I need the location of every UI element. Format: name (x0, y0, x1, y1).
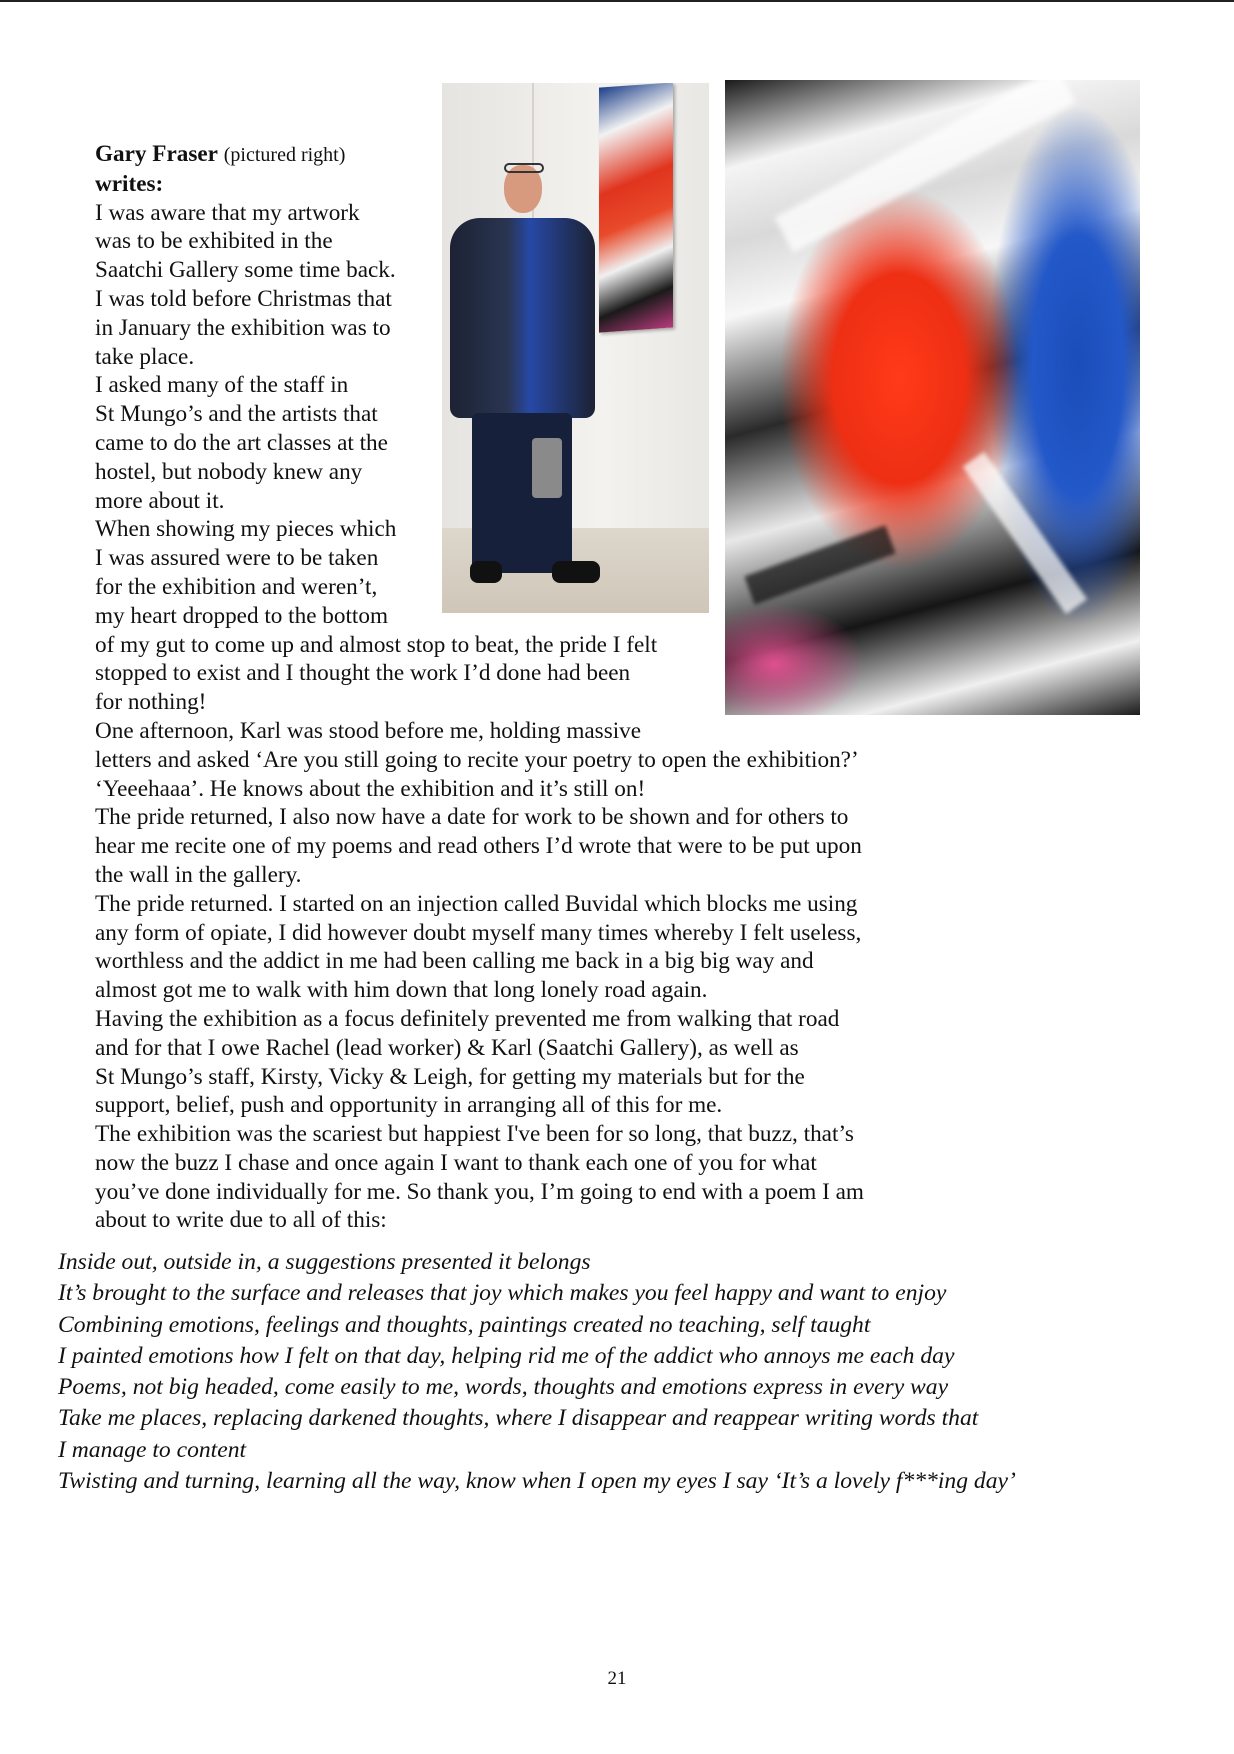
article-line: more about it. (95, 487, 225, 514)
article-line: hear me recite one of my poems and read others I’d wrote that were to be put upon (95, 833, 862, 860)
article-line: in January the exhibition was to (95, 314, 391, 341)
article-line: almost got me to walk with him down that long lonely road again. (95, 977, 708, 1004)
article-line: stopped to exist and I thought the work I’d done had been (95, 660, 631, 687)
article-line: letters and asked ‘Are you still going to recite your poetry to open the exhibition?’ (95, 746, 859, 773)
byline (95, 140, 955, 170)
article-line: One afternoon, Karl was stood before me, holding massive (95, 717, 642, 744)
article-line: I asked many of the staff in (95, 372, 349, 399)
article-line: came to do the art classes at the (95, 429, 388, 456)
article-line: my heart dropped to the bottom (95, 602, 389, 629)
top-rule (0, 0, 1234, 2)
article-line: Having the exhibition as a focus definitely prevented me from walking that road (95, 1005, 840, 1032)
article-line: for nothing! (95, 689, 207, 716)
author-name: Gary Fraser (95, 141, 218, 167)
poem-line: I manage to content (58, 1436, 247, 1463)
article-line: hostel, but nobody knew any (95, 458, 363, 485)
article-line: St Mungo’s staff, Kirsty, Vicky & Leigh, for getting my materials but for the (95, 1063, 805, 1090)
article-line: of my gut to come up and almost stop to beat, the pride I felt (95, 631, 658, 658)
article-line: and for that I owe Rachel (lead worker) & Karl (Saatchi Gallery), as well as (95, 1034, 799, 1061)
article-line: worthless and the addict in me had been calling me back in a big big way and (95, 948, 814, 975)
poem-line: Inside out, outside in, a suggestions presented it belongs (58, 1249, 591, 1275)
article-line: Saatchi Gallery some time back. (95, 257, 396, 284)
poem-line: I painted emotions how I felt on that day, helping rid me of the addict who annoys me each day (58, 1342, 955, 1369)
poem-line: Poems, not big headed, come easily to me, words, thoughts and emotions express in every way (58, 1374, 949, 1401)
paint-streak (963, 452, 1088, 614)
article-line: The pride returned, I also now have a date for work to be shown and for others to (95, 804, 849, 831)
article-line: now the buzz I chase and once again I want to thank each one of you for what (95, 1149, 817, 1176)
article-body (95, 140, 955, 1235)
poem-line: It’s brought to the surface and releases that joy which makes you feel happy and want to enjoy (58, 1280, 947, 1307)
poem-line: Combining emotions, feelings and thoughts, paintings created no teaching, self taught (58, 1311, 871, 1338)
article-line: any form of opiate, I did however doubt myself many times whereby I felt useless, (95, 919, 862, 946)
page-number: 21 (607, 1668, 627, 1689)
writes-label: writes: (95, 170, 164, 197)
article-line: I was told before Christmas that (95, 285, 392, 312)
poem-line: Twisting and turning, learning all the way, know when I open my eyes I say ‘It’s a lovely f***ing day’ (58, 1468, 1016, 1495)
article-line: I was assured were to be taken (95, 545, 379, 572)
poem (58, 1247, 1208, 1497)
article-line: the wall in the gallery. (95, 861, 302, 888)
article-line: support, belief, push and opportunity in arranging all of this for me. (95, 1092, 723, 1119)
article-line: about to write due to all of this: (95, 1207, 387, 1234)
article-line: for the exhibition and weren’t, (95, 573, 378, 600)
poem-line: Take me places, replacing darkened thoughts, where I disappear and reappear writing words that (58, 1405, 979, 1432)
article-line: was to be exhibited in the (95, 228, 333, 255)
article-line: The exhibition was the scariest but happiest I've been for so long, that buzz, that’s (95, 1121, 854, 1148)
article-line: ‘Yeeehaaa’. He knows about the exhibition and it’s still on! (95, 775, 646, 802)
article-line: St Mungo’s and the artists that (95, 401, 378, 428)
article-line: When showing my pieces which (95, 516, 397, 543)
article-line: take place. (95, 343, 195, 370)
article-line: The pride returned. I started on an injection called Buvidal which blocks me using (95, 890, 858, 917)
article-line: you’ve done individually for me. So thank you, I’m going to end with a poem I am (95, 1178, 864, 1205)
article-line: I was aware that my artwork (95, 199, 360, 226)
pictured-note: (pictured right) (223, 144, 346, 166)
